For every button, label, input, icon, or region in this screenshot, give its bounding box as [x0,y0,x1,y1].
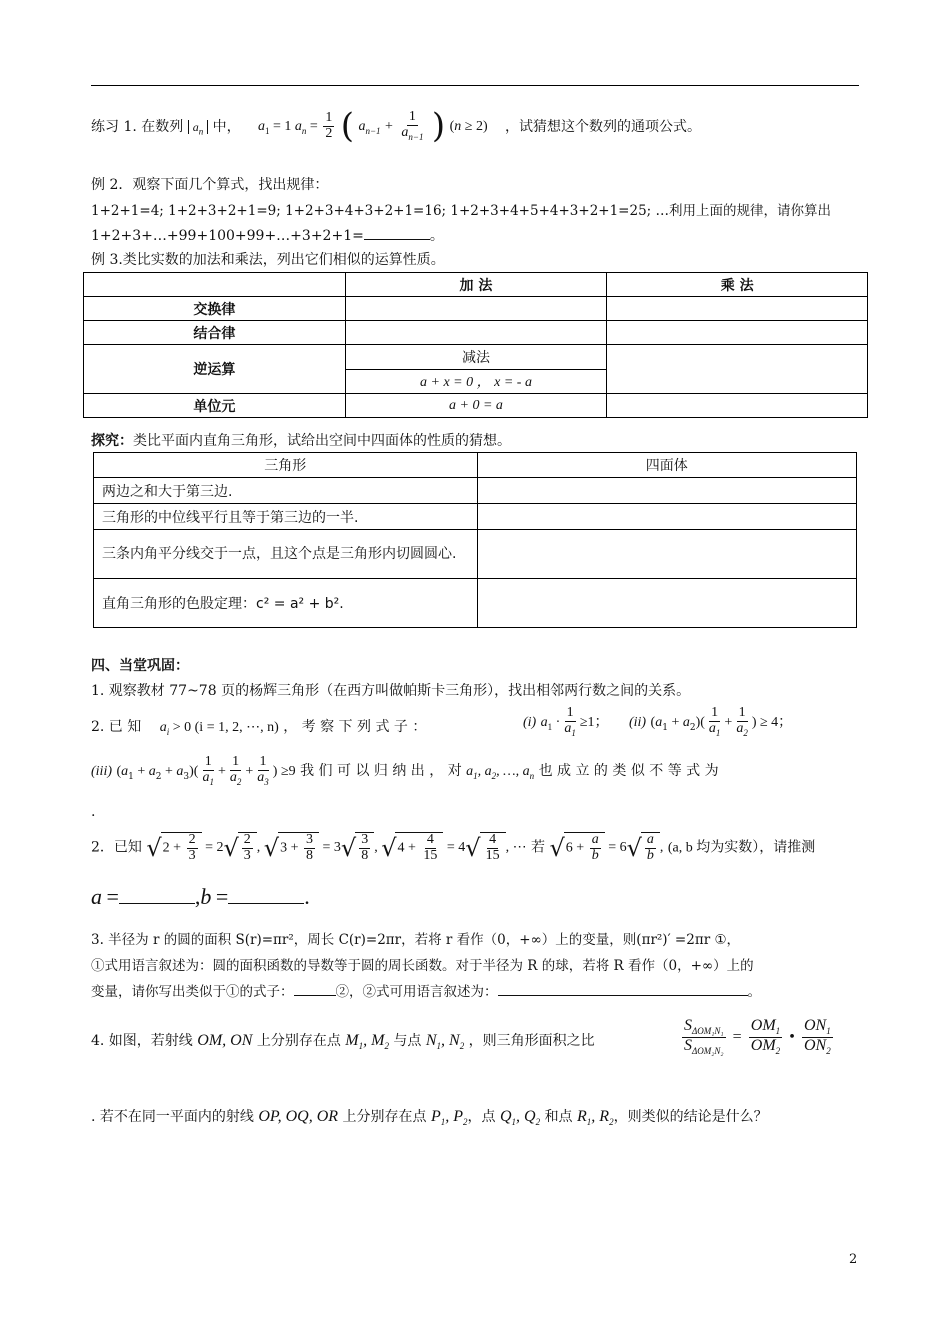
question-3-line2: ①式用语言叙述为：圆的面积函数的导数等于圆的周长函数。对于半径为 R 的球，若将 R 看作（0，+∞）上的 [91,958,754,974]
row-label-identity: 单位元 [84,394,346,418]
question-2-end-dot: . [91,804,96,820]
triangle-prop-3: 三条内角平分线交于一点，且这个点是三角形内切圆圆心. [94,530,478,579]
exercise-1-formula: $a_1 = 1$ $a_n$ = $\frac{1}{2}$ ( $a_{n-1}$ + $\frac{1}{a_{n-1}}$ ) (n ≥ 2) [258,106,488,146]
header-rule [91,85,859,86]
header-addition: 加 法 [345,273,607,297]
question-4-line1: 4. 如图，若射线 OM, ON 上分别存在点 $M_1$, $M_2$ 与点 $N_1$, $N_2$ ，则三角形面积之比 [91,1032,595,1052]
arithmetic-table [83,272,868,418]
example-3-title: 例 3.类比实数的加法和乘法，列出它们相似的运算性质。 [91,252,445,268]
triangle-prop-4: 直角三角形的色股定理：c² = a² + b². [94,579,478,628]
question-1: 1. 观察教材 77~78 页的杨辉三角形（在西方叫做帕斯卡三角形），找出相邻两行数之间的关系。 [91,683,691,699]
triangle-prop-2: 三角形的中位线平行且等于第三边的一半. [94,504,478,530]
question-4-ratio: $\frac{S_{\Delta OM_1N_1}}{S_{\Delta OM_2N_2}}$ = $\frac{OM_1}{OM_2}$ • $\frac{ON_1}{ON_2}$ [684,1017,831,1056]
row-label-inverse: 逆运算 [84,345,346,394]
question-2b-answer: a = ,b = . [91,884,310,909]
header-empty [84,273,346,297]
explore-title: 探究：类比平面内直角三角形，试给出空间中四面体的性质的猜想。 [91,433,511,449]
page-number: 2 [849,1252,858,1267]
exercise-1: 练习 1. 在数列 $a_n$ 中， [91,119,241,137]
inverse-subtraction: 减法 [345,345,607,370]
section-4-title: 四、当堂巩固： [91,658,189,674]
example-2-title: 例 2．观察下面几个算式，找出规律： [91,177,329,193]
question-4-line2: . 若不在同一平面内的射线 OP, OQ, OR 上分别存在点 $P_1$, $P_2$，点 $Q_1$, $Q_2$ 和点 $R_1$, $R_2$，则类似的结论是什么？ [91,1108,768,1128]
exercise-1-suffix: ，试猜想这个数列的通项公式。 [505,119,701,135]
header-multiplication: 乘 法 [607,273,868,297]
question-3-line3: 变量，请你写出类似于①的式子： ②，②式可用语言叙述为： 。 [91,984,761,1000]
triangle-tetrahedron-table [93,452,857,628]
example-2-line2: 1+2+3+…+99+100+99+…+3+2+1= 。 [91,228,444,244]
question-3-line1: 3. 半径为 r 的圆的面积 S(r)=πr²，周长 C(r)=2πr，若将 r 看作（0，+∞）上的变量，则(πr²)′ =2πr ①， [91,932,741,948]
header-triangle: 三角形 [94,453,478,478]
inverse-formula: a + x = 0 ， x = - a [345,369,607,394]
example-2-line1: 1+2+1=4; 1+2+3+2+1=9; 1+2+3+4+3+2+1=16; 1+2+3+4+5+4+3+2+1=25; …利用上面的规律，请你算出 [91,203,832,219]
identity-formula: a + 0 = a [345,394,607,418]
row-label-associative: 结合律 [84,321,346,345]
triangle-prop-1: 两边之和大于第三边. [94,478,478,504]
question-2b: 2．已知 √2 + $\frac{2}{3}$ = 2√ $\frac{2}{3}$ , √3 + $\frac{3}{8}$ = 3√ $\frac{3}{8}$ , √4 + $\frac{4}{15}$ = 4√ $\frac{4}{15}$ , ⋯ 若 √6 + $\frac{a}{b}$ = 6√ $\frac{a}{b}$ , (a, b 均为实数），请推测 [91,832,816,863]
row-label-commutative: 交换律 [84,297,346,321]
question-2-line2: (iii) $(a_1 + a_2 + a_3)$( $\frac{1}{a_1}$ + $\frac{1}{a_2}$ + $\frac{1}{a_3}$ ) ≥9 我 们 可 以 归 纳 出 ， 对 $a_1$, $a_2$, …, $a_n$ 也 成 立 的 类 似 不 等 式 为 [91,754,719,787]
question-2-line1: 2. 已 知 $a_i > 0$ (i = 1, 2, ⋯, n) ， 考 察 下 列 式 子 ： [91,719,427,737]
question-2-formulas: (i) $a_1$ · $\frac{1}{a_1}$ ≥1； (ii) $(a_1 + a_2)$( $\frac{1}{a_1}$ + $\frac{1}{a_2}$ ) ≥ 4； [523,705,793,738]
header-tetrahedron: 四面体 [477,453,857,478]
